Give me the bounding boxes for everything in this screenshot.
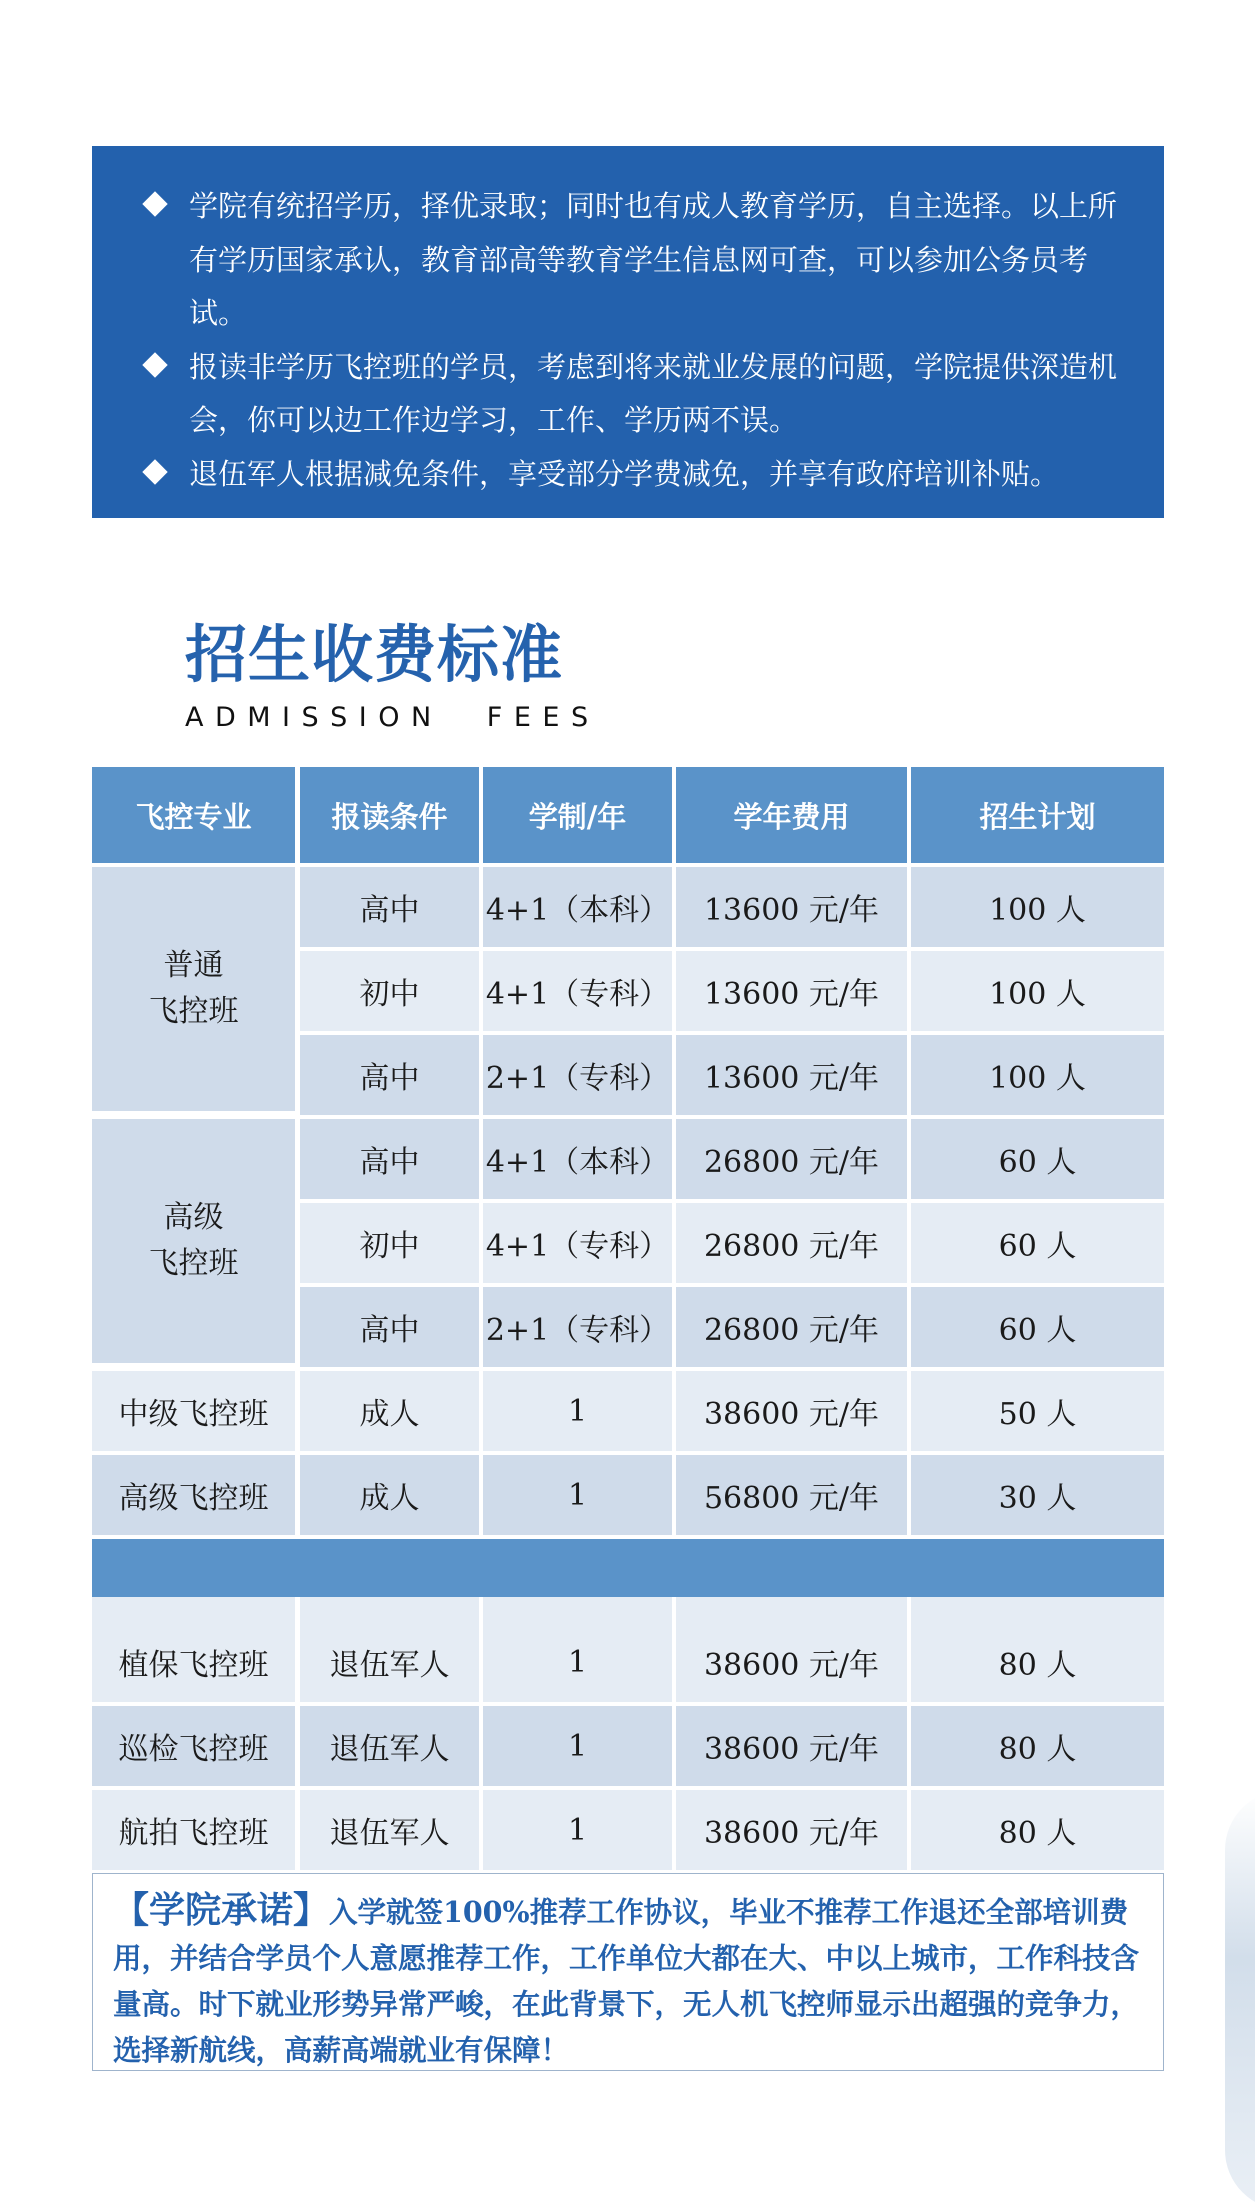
table-cell: 100 人 — [911, 1035, 1164, 1115]
table-cell: 高中 — [300, 1287, 479, 1367]
table-cell: 植保飞控班 — [92, 1622, 295, 1702]
table-cell: 中级飞控班 — [92, 1371, 295, 1451]
table-spacer-cell — [92, 1597, 295, 1622]
table-cell: 航拍飞控班 — [92, 1790, 295, 1870]
diamond-bullet-icon — [142, 191, 167, 216]
table-cell: 巡检飞控班 — [92, 1706, 295, 1786]
notice-text: 退伍军人根据减免条件，享受部分学费减免，并享有政府培训补贴。 — [189, 456, 1060, 491]
section-subtitle: ADMISSION FEES — [185, 702, 600, 733]
table-spacer-cell — [300, 1597, 479, 1622]
table-cell: 26800 元/年 — [676, 1203, 907, 1283]
notice-text: 学院有统招学历，择优录取；同时也有成人教育学历，自主选择。以上所有学历国家承认，教育部高等教育学生信息网可查，可以参加公务员考试。 — [189, 189, 1118, 330]
table-cell: 26800 元/年 — [676, 1287, 907, 1367]
table-cell: 4+1（专科） — [483, 1203, 672, 1283]
table-cell: 初中 — [300, 1203, 479, 1283]
table-cell: 100 人 — [911, 867, 1164, 947]
table-cell: 56800 元/年 — [676, 1455, 907, 1535]
notice-item — [144, 180, 1118, 341]
promise-text: 入学就签100%推荐工作协议，毕业不推荐工作退还全部培训费用，并结合学员个人意愿推荐工作，工作单位大都在大、中以上城市，工作科技含量高。时下就业形势异常严峻，在此背景下，无人机飞控师显示出超强的竞争力，选择新航线，高薪高端就业有保障！ — [113, 1895, 1140, 2067]
table-divider-band — [92, 1539, 1164, 1597]
notice-item — [144, 341, 1118, 448]
promise-box — [92, 1873, 1164, 2071]
table-header-cell: 学制/年 — [483, 767, 672, 863]
table-cell: 退伍军人 — [300, 1790, 479, 1870]
table-cell: 60 人 — [911, 1203, 1164, 1283]
table-cell: 100 人 — [911, 951, 1164, 1031]
table-cell: 1 — [483, 1622, 672, 1702]
table-cell: 50 人 — [911, 1371, 1164, 1451]
table-cell: 退伍军人 — [300, 1706, 479, 1786]
table-cell: 4+1（专科） — [483, 951, 672, 1031]
diamond-bullet-icon — [142, 459, 167, 484]
table-cell: 38600 元/年 — [676, 1371, 907, 1451]
table-cell: 60 人 — [911, 1119, 1164, 1199]
table-cell: 高中 — [300, 867, 479, 947]
table-cell: 80 人 — [911, 1622, 1164, 1702]
diamond-bullet-icon — [142, 352, 167, 377]
table-header-cell: 报读条件 — [300, 767, 479, 863]
table-cell: 13600 元/年 — [676, 867, 907, 947]
table-cell: 1 — [483, 1790, 672, 1870]
notice-box — [92, 146, 1164, 518]
table-cell: 80 人 — [911, 1790, 1164, 1870]
table-header-cell: 招生计划 — [911, 767, 1164, 863]
promise-title: 【学院承诺】 — [113, 1890, 330, 1931]
decorative-swoosh — [1225, 1790, 1255, 2210]
table-spacer-cell — [911, 1597, 1164, 1622]
table-cell: 高级飞控班 — [92, 1455, 295, 1535]
table-spacer-cell — [483, 1597, 672, 1622]
table-cell: 38600 元/年 — [676, 1622, 907, 1702]
table-cell: 13600 元/年 — [676, 951, 907, 1031]
table-group-label: 普通 飞控班 — [92, 867, 295, 1111]
table-cell: 成人 — [300, 1371, 479, 1451]
table-cell: 初中 — [300, 951, 479, 1031]
table-cell: 4+1（本科） — [483, 867, 672, 947]
table-header-cell: 学年费用 — [676, 767, 907, 863]
table-group-label: 高级 飞控班 — [92, 1119, 295, 1363]
table-cell: 退伍军人 — [300, 1622, 479, 1702]
table-cell: 1 — [483, 1455, 672, 1535]
table-cell: 成人 — [300, 1455, 479, 1535]
table-cell: 高中 — [300, 1119, 479, 1199]
table-cell: 13600 元/年 — [676, 1035, 907, 1115]
table-cell: 60 人 — [911, 1287, 1164, 1367]
table-cell: 80 人 — [911, 1706, 1164, 1786]
table-cell: 高中 — [300, 1035, 479, 1115]
table-cell: 2+1（专科） — [483, 1287, 672, 1367]
table-cell: 1 — [483, 1706, 672, 1786]
table-spacer-cell — [676, 1597, 907, 1622]
notice-item — [144, 448, 1118, 502]
table-cell: 26800 元/年 — [676, 1119, 907, 1199]
table-cell: 38600 元/年 — [676, 1706, 907, 1786]
notice-text: 报读非学历飞控班的学员，考虑到将来就业发展的问题，学院提供深造机会，你可以边工作边学习，工作、学历两不误。 — [189, 349, 1118, 437]
section-title: 招生收费标准 — [185, 618, 564, 691]
table-cell: 30 人 — [911, 1455, 1164, 1535]
table-cell: 2+1（专科） — [483, 1035, 672, 1115]
table-header-cell: 飞控专业 — [92, 767, 295, 863]
table-cell: 4+1（本科） — [483, 1119, 672, 1199]
table-cell: 1 — [483, 1371, 672, 1451]
table-cell: 38600 元/年 — [676, 1790, 907, 1870]
